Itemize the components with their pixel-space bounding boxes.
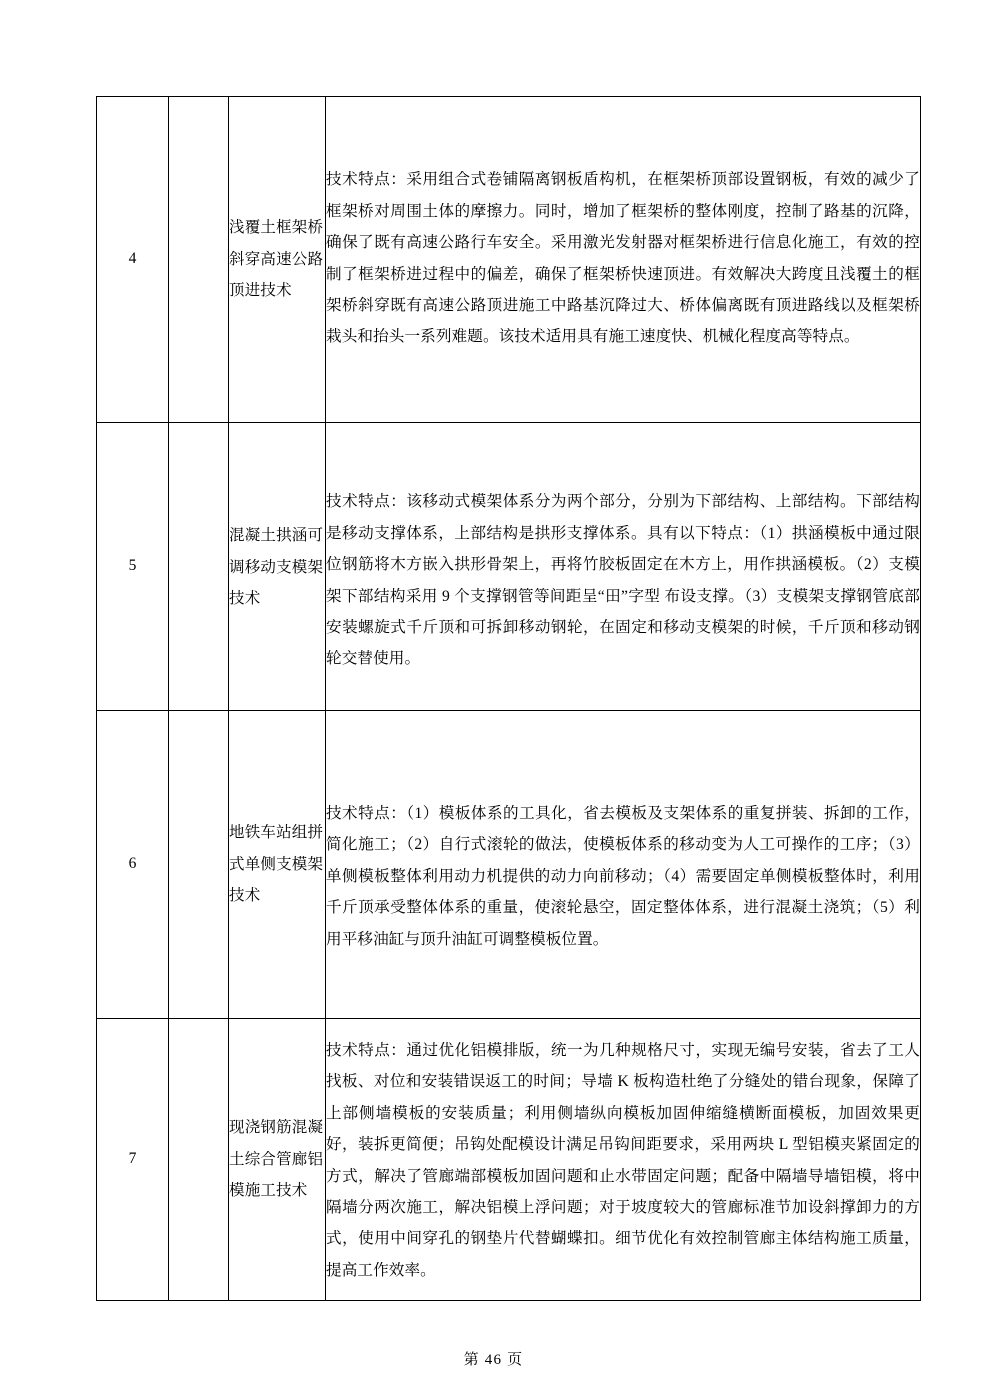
technology-name-cell [229, 1019, 326, 1301]
table-row [97, 711, 921, 1019]
technology-description-cell [326, 711, 921, 1019]
row-index-cell [97, 711, 169, 1019]
row-index-cell [97, 97, 169, 423]
row-index-cell [97, 423, 169, 711]
technology-description-cell [326, 423, 921, 711]
technology-name-text: 地铁车站组拼式单侧支模架技术 [229, 823, 324, 905]
row-blank-cell [169, 1019, 229, 1301]
table-row [97, 1019, 921, 1301]
technology-description-cell [326, 97, 921, 423]
table-row [97, 97, 921, 423]
technology-description-text: 技术特点：采用组合式卷铺隔离钢板盾构机，在框架桥顶部设置钢板，有效的减少了框架桥对周围土体的摩擦力。同时，增加了框架桥的整体刚度，控制了路基的沉降，确保了既有高速公路行车安全。采用激光发射器对框架桥进行信息化施工，有效的控制了框架桥进过程中的偏差，确保了框架桥快速顶进。有效解决大跨度且浅覆土的框架桥斜穿既有高速公路顶进施工中路基沉降过大、桥体偏离既有顶进路线以及框架桥栽头和抬头一系列难题。该技术适用具有施工速度快、机械化程度高等特点。 [326, 171, 920, 346]
row-blank-cell [169, 97, 229, 423]
row-index-value: 6 [128, 855, 137, 873]
technology-description-text: 技术特点：（1）模板体系的工具化，省去模板及支架体系的重复拼装、拆卸的工作，简化施工；（2）自行式滚轮的做法，使模板体系的移动变为人工可操作的工序；（3）单侧模板整体利用动力机提供的动力向前移动；（4）需要固定单侧模板整体时，利用千斤顶承受整体体系的重量，使滚轮悬空，固定整体体系，进行混凝土浇筑；（5）利用平移油缸与顶升油缸可调整模板位置。 [326, 804, 920, 948]
row-index-value: 7 [128, 1150, 137, 1168]
technology-name-cell [229, 97, 326, 423]
technology-name-text: 浅覆土框架桥斜穿高速公路顶进技术 [229, 218, 324, 300]
page-footer [0, 1348, 987, 1369]
row-blank-cell [169, 711, 229, 1019]
technology-table [96, 96, 921, 1301]
table-body [97, 97, 921, 1301]
technology-name-text: 混凝土拱涵可调移动支模架技术 [229, 526, 324, 608]
row-index-cell [97, 1019, 169, 1301]
technology-description-text: 技术特点：该移动式模架体系分为两个部分，分别为下部结构、上部结构。下部结构是移动支撑体系，上部结构是拱形支撑体系。具有以下特点：（1）拱涵模板中通过限位钢筋将木方嵌入拱形骨架上，再将竹胶板固定在木方上，用作拱涵模板。（2）支模架下部结构采用 9 个支撑钢管等间距呈“田”字型 布设支撑。（3）支模架支撑钢管底部安装螺旋式千斤顶和可拆卸移动钢轮，在固定和移动支模架的时候，千斤顶和移动钢轮交替使用。 [326, 493, 920, 668]
page-number-label: 第 46 页 [463, 1352, 524, 1368]
technology-name-cell [229, 423, 326, 711]
row-index-value: 4 [128, 250, 137, 268]
row-blank-cell [169, 423, 229, 711]
technology-name-text: 现浇钢筋混凝土综合管廊铝模施工技术 [229, 1118, 324, 1200]
technology-description-text: 技术特点：通过优化铝模排版，统一为几种规格尺寸，实现无编号安装，省去了工人找板、对位和安装错误返工的时间；导墙 K 板构造杜绝了分缝处的错台现象，保障了上部侧墙模板的安装质量；利用侧墙纵向模板加固伸缩缝横断面模板，加固效果更好，装拆更简便；吊钩处配模设计满足吊钩间距要求，采用两块 L 型铝模夹紧固定的方式，解决了管廊端部模板加固问题和止水带固定问题；配备中隔墙导墙铝模，将中隔墙分两次施工，解决铝模上浮问题；对于坡度较大的管廊标准节加设斜撑卸力的方式，使用中间穿孔的钢垫片代替蝴蝶扣。细节优化有效控制管廊主体结构施工质量，提高工作效率。 [326, 1041, 920, 1279]
technology-description-cell [326, 1019, 921, 1301]
table-row [97, 423, 921, 711]
row-index-value: 5 [128, 557, 137, 575]
technology-name-cell [229, 711, 326, 1019]
